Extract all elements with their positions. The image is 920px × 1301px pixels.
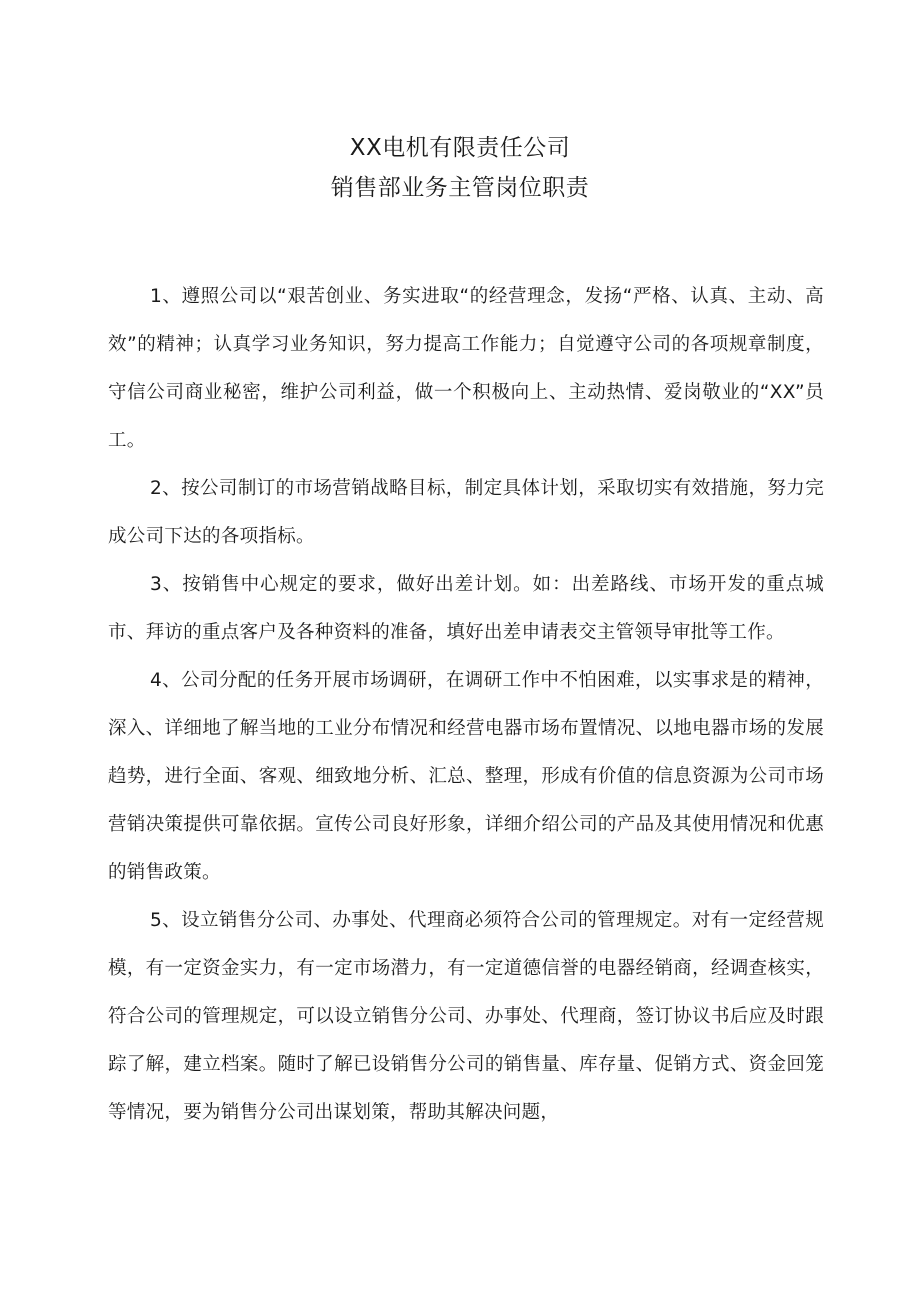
document-header — [0, 128, 920, 208]
document-title: 销售部业务主管岗位职责 — [330, 175, 590, 201]
paragraph-4: 4、公司分配的任务开展市场调研，在调研工作中不怕困难，以实事求是的精神，深入、详细地了解当地的工业分布情况和经营电器市场布置情况、以地电器市场的发展趋势，进行全面、客观、细致地分析、汇总、整理，形成有价值的信息资源为公司市场营销决策提供可靠依据。宣传公司良好形象，详细介绍公司的产品及其使用情况和优惠的销售政策。 — [108, 670, 824, 883]
paragraph-3: 3、按销售中心规定的要求，做好出差计划。如：出差路线、市场开发的重点城市、拜访的重点客户及各种资料的准备，填好出差申请表交主管领导审批等工作。 — [108, 574, 824, 643]
document-body — [108, 273, 824, 1137]
paragraph-5: 5、设立销售分公司、办事处、代理商必须符合公司的管理规定。对有一定经营规模，有一定资金实力，有一定市场潜力，有一定道德信誉的电器经销商，经调查核实，符合公司的管理规定，可以设立销售分公司、办事处、代理商，签订协议书后应及时跟踪了解，建立档案。随时了解已设销售分公司的销售量、库存量、促销方式、资金回笼等情况，要为销售分公司出谋划策，帮助其解决问题， — [108, 910, 824, 1123]
paragraph-2: 2、按公司制订的市场营销战略目标，制定具体计划，采取切实有效措施，努力完成公司下达的各项指标。 — [108, 478, 824, 547]
company-title: XX电机有限责任公司 — [349, 135, 571, 161]
paragraph-1: 1、遵照公司以“艰苦创业、务实进取“的经营理念，发扬“严格、认真、主动、高效”的精神；认真学习业务知识，努力提高工作能力；自觉遵守公司的各项规章制度，守信公司商业秘密，维护公司利益，做一个积极向上、主动热情、爱岗敬业的“XX”员工。 — [108, 286, 824, 451]
